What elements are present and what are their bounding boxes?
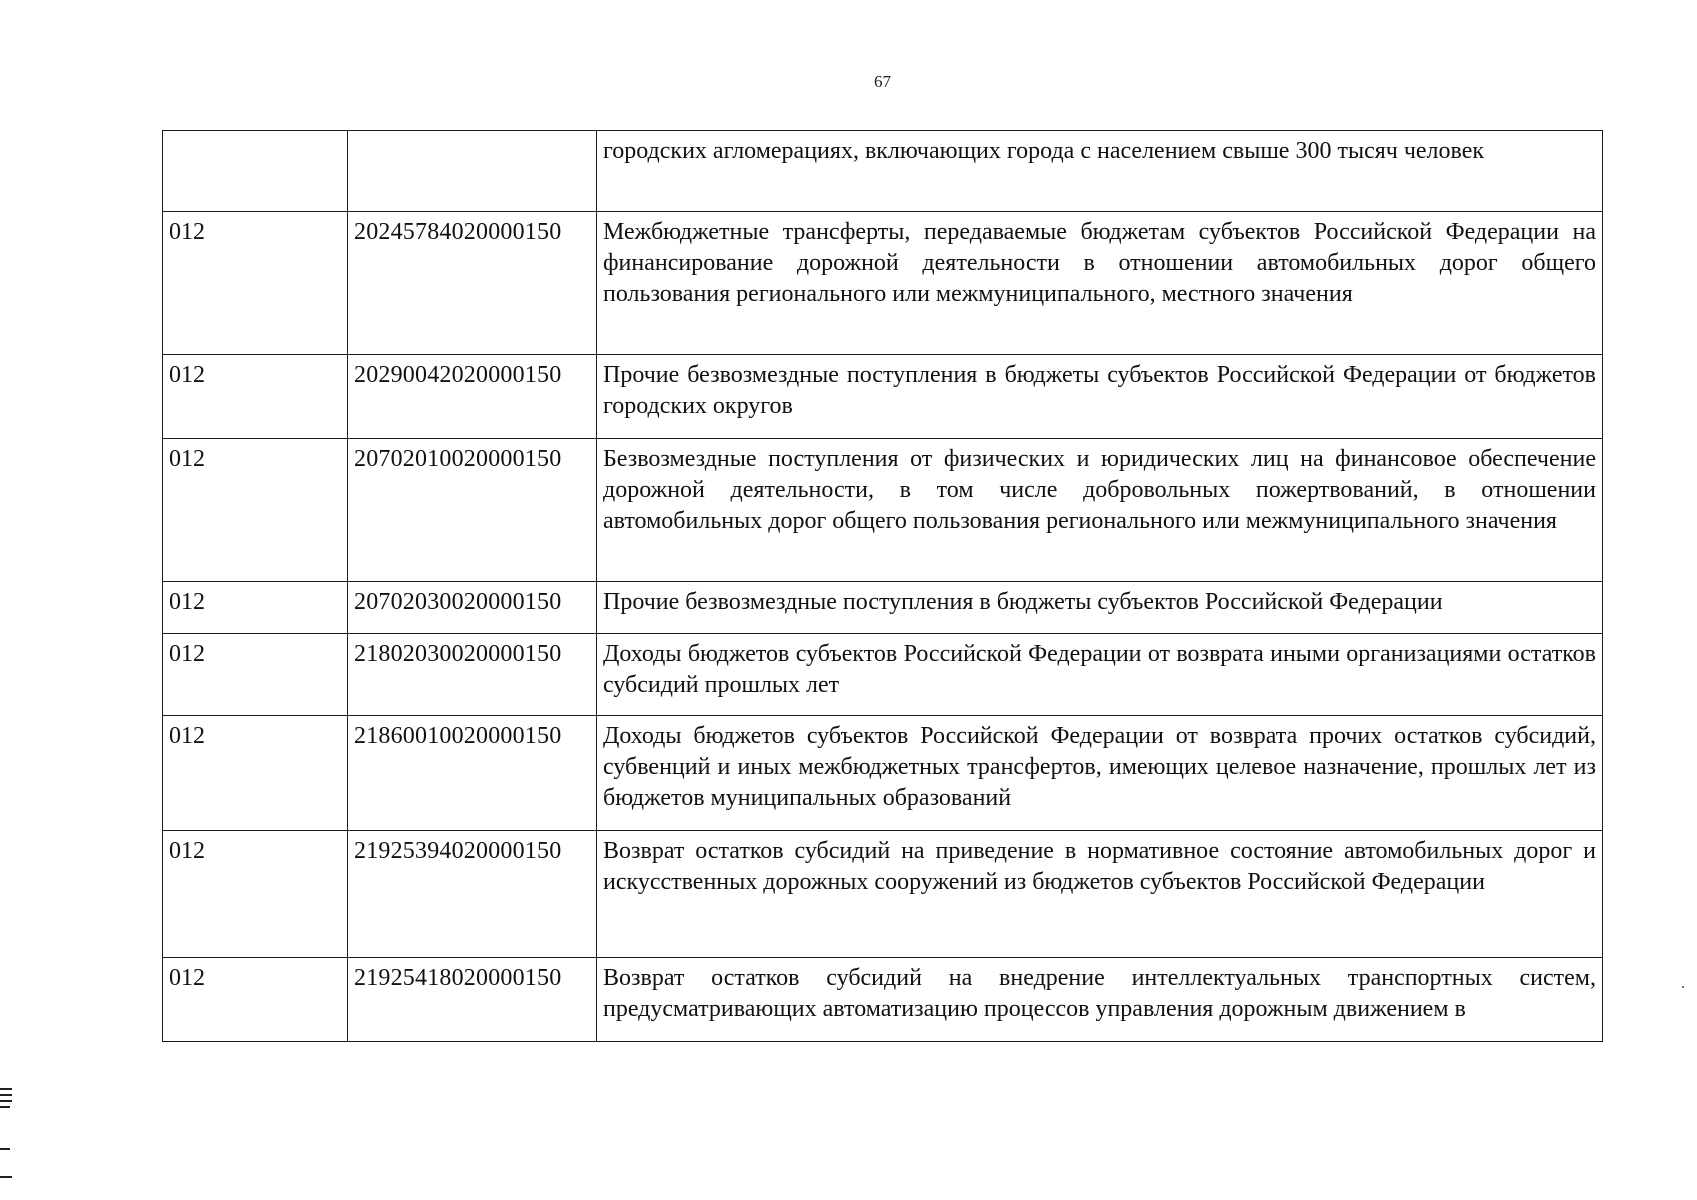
admin-code-cell: 012 <box>163 212 348 355</box>
description-cell: Доходы бюджетов субъектов Российской Федерации от возврата иными организациями остатков субсидий прошлых лет <box>597 634 1603 716</box>
admin-code-cell: 012 <box>163 439 348 582</box>
table-row <box>163 131 1603 212</box>
description-cell: Возврат остатков субсидий на приведение в нормативное состояние автомобильных дорог и искусственных дорожных сооружений из бюджетов субъектов Российской Федерации <box>597 831 1603 958</box>
admin-code-cell: 012 <box>163 634 348 716</box>
revenue-codes-table <box>162 130 1603 1042</box>
admin-code-cell: 012 <box>163 958 348 1042</box>
description-cell: Безвозмездные поступления от физических и юридических лиц на финансовое обеспечение дорожной деятельности, в том числе добровольных пожертвований, в отношении автомобильных дорог общего пользования регионального или межмуниципального значения <box>597 439 1603 582</box>
table-row <box>163 831 1603 958</box>
table-row <box>163 355 1603 439</box>
budget-code-cell: 20702010020000150 <box>348 439 597 582</box>
description-cell: Прочие безвозмездные поступления в бюджеты субъектов Российской Федерации <box>597 582 1603 634</box>
description-cell: Межбюджетные трансферты, передаваемые бюджетам субъектов Российской Федерации на финансирование дорожной деятельности в отношении автомобильных дорог общего пользования регионального или межмуниципального, местного значения <box>597 212 1603 355</box>
admin-code-cell: 012 <box>163 355 348 439</box>
admin-code-cell: 012 <box>163 582 348 634</box>
table-row <box>163 439 1603 582</box>
description-cell: Доходы бюджетов субъектов Российской Федерации от возврата прочих остатков субсидий, субвенций и иных межбюджетных трансфертов, имеющих целевое назначение, прошлых лет из бюджетов муниципальных образований <box>597 716 1603 831</box>
description-cell: Прочие безвозмездные поступления в бюджеты субъектов Российской Федерации от бюджетов городских округов <box>597 355 1603 439</box>
scan-speck <box>1682 986 1684 988</box>
admin-code-cell <box>163 131 348 212</box>
description-cell: Возврат остатков субсидий на внедрение интеллектуальных транспортных систем, предусматривающих автоматизацию процессов управления дорожным движением в <box>597 958 1603 1042</box>
table-row <box>163 582 1603 634</box>
scan-edge-marks <box>0 1080 14 1180</box>
budget-code-cell: 21802030020000150 <box>348 634 597 716</box>
admin-code-cell: 012 <box>163 831 348 958</box>
page-number: 67 <box>874 72 891 91</box>
budget-code-cell: 21860010020000150 <box>348 716 597 831</box>
table-row <box>163 634 1603 716</box>
budget-code-cell: 20290042020000150 <box>348 355 597 439</box>
budget-code-cell: 21925418020000150 <box>348 958 597 1042</box>
admin-code-cell: 012 <box>163 716 348 831</box>
table-row <box>163 212 1603 355</box>
table-row <box>163 958 1603 1042</box>
description-cell: городских агломерациях, включающих города с населением свыше 300 тысяч человек <box>597 131 1603 212</box>
budget-code-cell: 20245784020000150 <box>348 212 597 355</box>
table-row <box>163 716 1603 831</box>
budget-code-cell: 20702030020000150 <box>348 582 597 634</box>
budget-code-cell: 21925394020000150 <box>348 831 597 958</box>
budget-code-cell <box>348 131 597 212</box>
